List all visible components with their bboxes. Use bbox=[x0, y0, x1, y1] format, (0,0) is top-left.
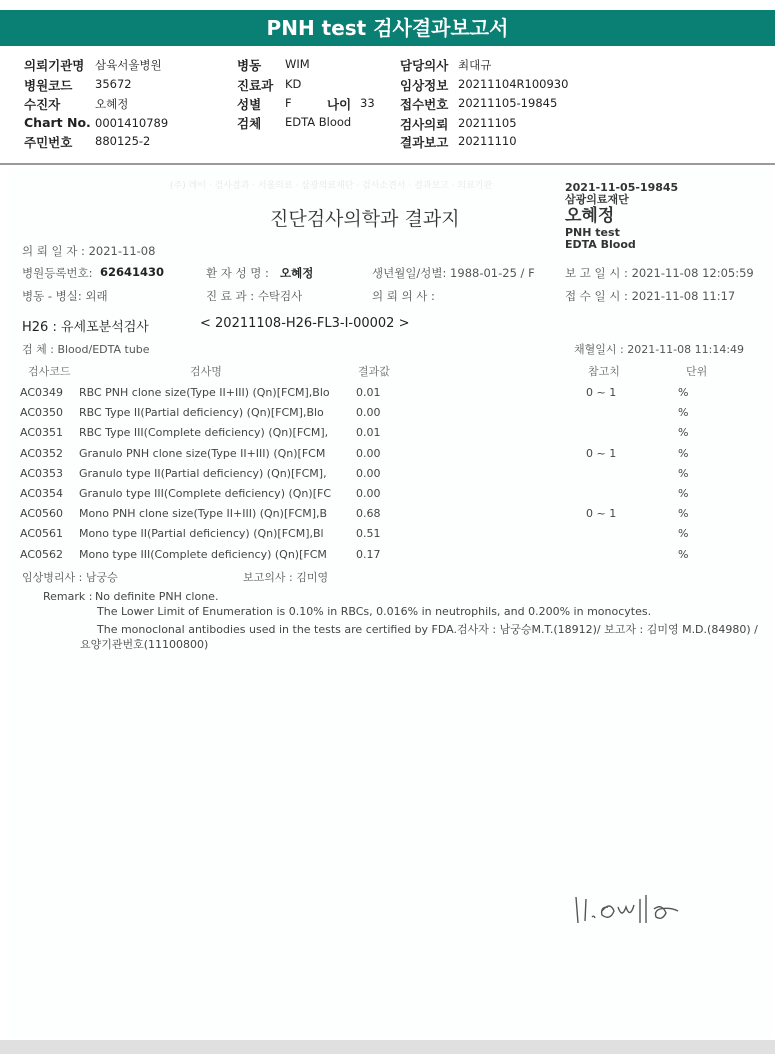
row-reference: 0 ~ 1 bbox=[586, 386, 617, 399]
row-result: 0.01 bbox=[356, 386, 381, 399]
institution-label: 의뢰기관명 bbox=[24, 58, 85, 73]
hospital-code-value: 35672 bbox=[95, 77, 132, 91]
col-header-ref: 참고치 bbox=[588, 365, 620, 378]
receipt-no-value: 20211105-19845 bbox=[458, 96, 558, 110]
specimen-stamp bbox=[565, 182, 678, 251]
handwritten-signature bbox=[570, 885, 690, 935]
resident-no-label: 주민번호 bbox=[24, 135, 73, 150]
table-row bbox=[0, 527, 775, 547]
row-code: AC0562 bbox=[20, 547, 64, 561]
dept-label: 진료과 bbox=[237, 78, 274, 93]
row-code: AC0349 bbox=[20, 386, 64, 399]
stamp-receipt-no: 2021-11-05-19845 bbox=[565, 181, 679, 194]
col-header-value: 결과값 bbox=[358, 365, 390, 378]
row-result: 0.68 bbox=[356, 507, 381, 521]
specimen-value: EDTA Blood bbox=[285, 115, 352, 129]
institution-value: 삼육서울병원 bbox=[95, 58, 162, 72]
row-reference: 0 ~ 1 bbox=[586, 446, 617, 460]
clinical-info-value: 20211104R100930 bbox=[458, 77, 569, 91]
row-code: AC0354 bbox=[20, 487, 64, 500]
request-date: 의 뢰 일 자 : 2021-11-08 bbox=[22, 244, 156, 258]
row-test-name: Mono type III(Complete deficiency) (Qn)[FCM bbox=[79, 547, 327, 561]
chart-no-value: 0001410789 bbox=[95, 116, 169, 130]
row-test-name: RBC Type II(Partial deficiency) (Qn)[FCM],Blo bbox=[79, 406, 324, 420]
age-label: 나이 bbox=[327, 97, 352, 112]
row-unit: % bbox=[678, 466, 689, 480]
table-row bbox=[0, 548, 775, 568]
collection-datetime: 채혈일시 : 2021-11-08 11:14:49 bbox=[574, 343, 745, 356]
row-unit: % bbox=[678, 446, 689, 460]
table-row bbox=[0, 507, 775, 527]
lab-technician: 임상병리사 : 남궁승 bbox=[22, 571, 118, 584]
hospital-code-label: 병원코드 bbox=[24, 78, 73, 93]
remark-line-4: 요양기관번호(11100800) bbox=[80, 638, 209, 651]
row-unit: % bbox=[678, 487, 689, 500]
row-unit: % bbox=[678, 406, 689, 420]
resident-no-value: 880125-2 bbox=[95, 134, 151, 148]
reporting-doctor: 보고의사 : 김미영 bbox=[243, 571, 329, 584]
remark-line-1: No definite PNH clone. bbox=[95, 590, 219, 603]
header-info bbox=[0, 52, 775, 160]
stamp-test: PNH test bbox=[565, 226, 620, 239]
row-unit: % bbox=[678, 386, 689, 399]
stamp-patient-name: 오혜정 bbox=[565, 206, 615, 226]
row-test-name: Mono PNH clone size(Type II+III) (Qn)[FCM],B bbox=[79, 507, 328, 521]
row-unit: % bbox=[678, 527, 689, 541]
sex-value: F bbox=[285, 96, 292, 110]
table-row bbox=[0, 447, 775, 467]
requesting-doctor: 의 뢰 의 사 : bbox=[372, 289, 435, 303]
col-header-name: 검사명 bbox=[190, 365, 222, 378]
patient-name-label: 환 자 성 명 : bbox=[206, 266, 269, 280]
result-report-value: 20211110 bbox=[458, 134, 517, 148]
section-code: < 20211108-H26-FL3-I-00002 > bbox=[200, 316, 410, 331]
department: 진 료 과 : 수탁검사 bbox=[206, 289, 303, 303]
row-unit: % bbox=[678, 426, 689, 440]
col-header-code: 검사코드 bbox=[28, 365, 71, 378]
doctor-value: 최대규 bbox=[458, 58, 492, 72]
test-section bbox=[22, 316, 410, 335]
row-test-name: Granulo PNH clone size(Type II+III) (Qn)[FCM bbox=[79, 446, 326, 460]
stamp-org: 삼광의료재단 bbox=[565, 193, 629, 206]
row-result: 0.00 bbox=[356, 446, 381, 460]
row-code: AC0351 bbox=[20, 426, 64, 440]
table-row bbox=[0, 487, 775, 507]
remark-line-3: The monoclonal antibodies used in the tests are certified by FDA.검사자 : 남궁승M.T.(18912)/ 보고자 : 김미영 M.D.(84980) / bbox=[97, 623, 758, 636]
clinical-info-label: 임상정보 bbox=[400, 78, 449, 93]
bottom-margin bbox=[0, 1040, 775, 1054]
receipt-no-label: 접수번호 bbox=[400, 97, 449, 112]
table-row bbox=[0, 386, 775, 406]
specimen-type: 검 체 : Blood/EDTA tube bbox=[22, 343, 150, 356]
report-datetime: 보 고 일 시 : 2021-11-08 12:05:59 bbox=[565, 266, 754, 280]
row-test-name: RBC PNH clone size(Type II+III) (Qn)[FCM],Blo bbox=[79, 386, 330, 399]
row-code: AC0352 bbox=[20, 446, 64, 460]
row-result: 0.00 bbox=[356, 406, 381, 420]
patient-value: 오혜정 bbox=[95, 97, 129, 111]
section-title: H26 : 유세포분석검사 bbox=[22, 320, 149, 335]
test-request-label: 검사의뢰 bbox=[400, 117, 449, 132]
col-header-unit: 단위 bbox=[686, 365, 708, 378]
faint-header-text: (주) 레이 · 검사결과 · 서울의료 · 삼광의료재단 · 검사소견서 · 결과보고 · 의료기관 bbox=[170, 181, 493, 191]
sex-label: 성별 bbox=[237, 97, 262, 112]
ward-room: 병동 - 병실: 외래 bbox=[22, 289, 108, 303]
row-result: 0.00 bbox=[356, 487, 381, 500]
result-sheet-title: 진단검사의학과 결과지 bbox=[270, 208, 460, 230]
remark-line-2: The Lower Limit of Enumeration is 0.10% in RBCs, 0.016% in neutrophils, and 0.200% in monocytes. bbox=[97, 605, 652, 618]
row-test-name: Granulo type II(Partial deficiency) (Qn)[FCM], bbox=[79, 466, 327, 480]
row-unit: % bbox=[678, 507, 689, 521]
row-code: AC0561 bbox=[20, 527, 64, 541]
patient-name-value: 오혜정 bbox=[280, 266, 314, 280]
row-unit: % bbox=[678, 547, 689, 561]
test-request-value: 20211105 bbox=[458, 116, 517, 130]
row-result: 0.00 bbox=[356, 466, 381, 480]
row-code: AC0353 bbox=[20, 466, 64, 480]
header-divider bbox=[0, 163, 775, 165]
table-row bbox=[0, 426, 775, 446]
remark-label: Remark : bbox=[43, 590, 93, 603]
ward-value: WIM bbox=[285, 57, 310, 71]
row-code: AC0560 bbox=[20, 507, 64, 521]
row-test-name: RBC Type III(Complete deficiency) (Qn)[FCM], bbox=[79, 426, 329, 440]
dept-value: KD bbox=[285, 77, 302, 91]
table-row bbox=[0, 406, 775, 426]
receipt-datetime: 접 수 일 시 : 2021-11-08 11:17 bbox=[565, 289, 736, 303]
row-result: 0.17 bbox=[356, 547, 381, 561]
row-code: AC0350 bbox=[20, 406, 64, 420]
row-test-name: Granulo type III(Complete deficiency) (Qn)[FC bbox=[79, 487, 331, 500]
chart-no-label: Chart No. bbox=[24, 115, 91, 130]
ward-label: 병동 bbox=[237, 58, 262, 73]
stamp-specimen: EDTA Blood bbox=[565, 238, 636, 251]
table-row bbox=[0, 467, 775, 487]
row-result: 0.01 bbox=[356, 426, 381, 440]
row-reference: 0 ~ 1 bbox=[586, 507, 617, 521]
birth-sex: 생년월일/성별: 1988-01-25 / F bbox=[372, 266, 535, 280]
specimen-label: 검체 bbox=[237, 116, 262, 131]
patient-label: 수진자 bbox=[24, 97, 61, 112]
age-value: 33 bbox=[360, 96, 375, 110]
reg-no-value: 62641430 bbox=[100, 265, 165, 279]
reg-no-label: 병원등록번호: bbox=[22, 266, 93, 280]
row-test-name: Mono type II(Partial deficiency) (Qn)[FCM],Bl bbox=[79, 527, 324, 541]
doctor-label: 담당의사 bbox=[400, 58, 449, 73]
report-title-bar: PNH test 검사결과보고서 bbox=[0, 10, 775, 46]
row-result: 0.51 bbox=[356, 527, 381, 541]
result-report-label: 결과보고 bbox=[400, 135, 449, 150]
